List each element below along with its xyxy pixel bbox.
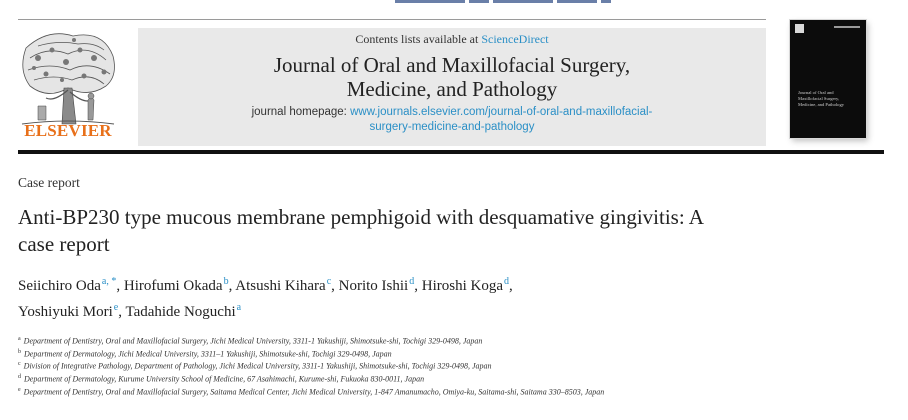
affiliation-text: Department of Dermatology, Kurume University School of Medicine, 67 Asahimachi, Kurume-shi, Fukuoka 830-0011, Japan: [24, 374, 425, 384]
author-affiliation-sup[interactable]: d: [503, 276, 509, 287]
author-affiliation-sup[interactable]: b: [223, 276, 229, 287]
affiliation-key: e: [18, 386, 21, 393]
author-list: [18, 271, 778, 323]
homepage-url-line2: surgery-medicine-and-pathology: [369, 121, 535, 133]
elsevier-wordmark: ELSEVIER: [24, 121, 112, 140]
author-affiliation-sup[interactable]: c: [326, 276, 332, 287]
author-name[interactable]: Atsushi Kihara: [235, 278, 326, 294]
author-affiliation-sup[interactable]: a, *: [101, 276, 117, 287]
journal-title-line2: Medicine, and Pathology: [346, 77, 558, 101]
affiliation-text: Department of Dentistry, Oral and Maxillofacial Surgery, Saitama Medical Center, Jichi Medical University, 1-847 Amanumacho, Omiya-ku, Saitama-shi, Saitama 330–8503, Japan: [23, 387, 605, 397]
homepage-label: journal homepage:: [251, 106, 351, 118]
affiliation-text: Division of Integrative Pathology, Department of Pathology, Jichi Medical University, 3311-1 Yakushiji, Shimotsuke-shi, Tochigi 329-0498, Japan: [23, 361, 492, 371]
affiliation-list: [18, 334, 798, 397]
author-name[interactable]: Hiroshi Koga: [421, 278, 503, 294]
author-separator: ,: [116, 278, 124, 294]
cover-issn-mark: [834, 26, 860, 28]
cropped-citation-line: [395, 0, 645, 6]
affiliation-text: Department of Dentistry, Oral and Maxillofacial Surgery, Jichi Medical University, 3311-1 Yakushiji, Shimotsuke-shi, Tochigi 329-0498, Japan: [23, 336, 483, 346]
contents-prefix: Contents lists available at: [355, 32, 482, 46]
author-name[interactable]: Norito Ishii: [338, 278, 409, 294]
author-affiliation-sup[interactable]: d: [409, 276, 415, 287]
cover-title: Journal of Oral and Maxillofacial Surgery, Medicine, and Pathology: [798, 90, 845, 107]
homepage-url-link[interactable]: [350, 106, 652, 133]
author-name[interactable]: Yoshiyuki Mori: [18, 304, 113, 320]
author-separator: ,: [228, 278, 236, 294]
author-separator: ,: [118, 304, 126, 320]
homepage-url-line1: www.journals.elsevier.com/journal-of-oral-and-maxillofacial-: [350, 106, 653, 118]
header-rule: [18, 150, 884, 154]
article-type: Case report: [18, 175, 80, 190]
affiliation-item: [18, 385, 798, 398]
author-separator: ,: [414, 278, 422, 294]
author-affiliation-sup[interactable]: e: [113, 302, 119, 313]
affiliation-item: [18, 359, 798, 372]
affiliation-item: [18, 347, 798, 360]
author-affiliation-sup[interactable]: a: [236, 302, 242, 313]
affiliation-key: a: [18, 336, 21, 342]
affiliation-key: b: [18, 348, 21, 355]
author-separator: ,: [508, 278, 513, 294]
author-name[interactable]: Hirofumi Okada: [123, 278, 223, 294]
affiliation-item: [18, 334, 798, 347]
affiliation-key: d: [18, 373, 21, 380]
sciencedirect-link[interactable]: ScienceDirect: [481, 32, 549, 46]
journal-homepage: [138, 105, 766, 135]
author-name[interactable]: Seiichiro Oda: [18, 278, 101, 294]
affiliation-text: Department of Dermatology, Jichi Medical University, 3311–1 Yakushiji, Shimotsuke-shi, Tochigi 329-0498, Japan: [24, 349, 392, 359]
affiliation-key: c: [18, 361, 21, 368]
affiliation-item: [18, 372, 798, 385]
top-divider: [18, 19, 766, 20]
journal-cover-thumbnail[interactable]: [790, 20, 866, 138]
contents-line: [138, 32, 766, 47]
author-name[interactable]: Tadahide Noguchi: [125, 304, 236, 320]
article-title: Anti-BP230 type mucous membrane pemphigoid with desquamative gingivitis: A case report: [18, 205, 703, 256]
cover-publisher-logo: [795, 24, 804, 33]
journal-title: [138, 53, 766, 101]
author-separator: ,: [331, 278, 339, 294]
journal-title-line1: Journal of Oral and Maxillofacial Surgery,: [273, 53, 631, 77]
journal-banner: [138, 28, 766, 146]
